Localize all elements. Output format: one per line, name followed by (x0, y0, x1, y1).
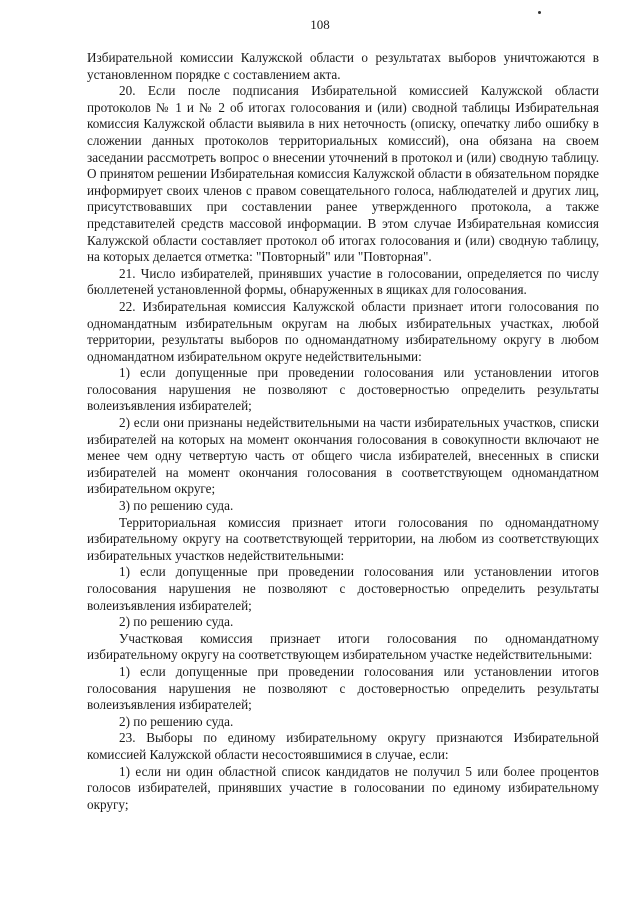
page-number: 108 (310, 17, 330, 32)
paragraph-territorial-commission: Территориальная комиссия признает итоги голосования по одномандатному избирательному округу на соответствующей территории, на любом из соответствующих избирательных участков недействительными: (87, 514, 599, 563)
paragraph-precinct-sub-2: 2) по решению суда. (119, 713, 234, 729)
document-body (87, 50, 599, 813)
paragraph-item-20: 20. Если после подписания Избирательной комиссией Калужской области протоколов № 1 и № 2 об итогах голосования и (или) сводной таблицы Избирательная комиссия Калужской области выявила в них неточность (описку, опечатку либо ошибку в сложении данных протоколов территориальных комиссий), она обязана на своем заседании рассмотреть вопрос о внесении уточнений в протокол и (или) сводную таблицу. О принятом решении Избирательная комиссия Калужской области в обязательном порядке информирует своих членов с правом совещательного голоса, наблюдателей и других лиц, присутствовавших при составлении ранее утвержденного протокола, а также представителей средств массовой информации. В этом случае Избирательная комиссия Калужской области составляет протокол об итогах голосования и (или) сводную таблицу, на которых делается отметка: "Повторный" или "Повторная". (87, 83, 599, 265)
paragraph-22-sub-2: 2) если они признаны недействительными на части избирательных участков, списки избирателей на которых на момент окончания голосования в совокупности включают не менее чем одну четвертую часть от общего числа избирателей, внесенных в списки избирателей на момент окончания голосования в соответствующем одномандатном избирательном округе; (87, 415, 599, 497)
paragraph-23-sub-1: 1) если ни один областной список кандидатов не получил 5 или более процентов голосов избирателей, принявших участие в голосовании по единому избирательному округу; (87, 763, 599, 812)
paragraph-precinct-sub-1: 1) если допущенные при проведении голосования или установлении итогов голосования нарушения не позволяют с достоверностью определить результаты волеизъявления избирателей; (87, 663, 599, 713)
paragraph-item-22: 22. Избирательная комиссия Калужской области признает итоги голосования по одномандатным избирательным округам на любых избирательных участках, любой территории, результаты выборов по одномандатному избирательному округу в любом одномандатном избирательном округе недействительными: (87, 298, 599, 364)
paragraph-territorial-sub-1: 1) если допущенные при проведении голосования или установлении итогов голосования нарушения не позволяют с достоверностью определить результаты волеизъявления избирателей; (87, 564, 599, 613)
paragraph-continuation: Избирательной комиссии Калужской области о результатах выборов уничтожаются в установленном порядке с составлением акта. (87, 50, 599, 82)
paragraph-territorial-sub-2: 2) по решению суда. (119, 614, 234, 630)
paragraph-22-sub-3: 3) по решению суда. (119, 498, 234, 514)
paragraph-precinct-commission: Участковая комиссия признает итоги голосования по одномандатному избирательному округу на соответствующем избирательном участке недействительными: (87, 630, 599, 663)
paragraph-22-sub-1: 1) если допущенные при проведении голосования или установлении итогов голосования нарушения не позволяют с достоверностью определить результаты волеизъявления избирателей; (87, 365, 599, 414)
paragraph-item-21: 21. Число избирателей, принявших участие в голосовании, определяется по числу бюллетеней установленной формы, обнаруженных в ящиках для голосования. (87, 265, 599, 298)
paragraph-item-23: 23. Выборы по единому избирательному округу признаются Избирательной комиссией Калужской области несостоявшимися в случае, если: (87, 730, 599, 762)
scan-speck (538, 11, 541, 14)
